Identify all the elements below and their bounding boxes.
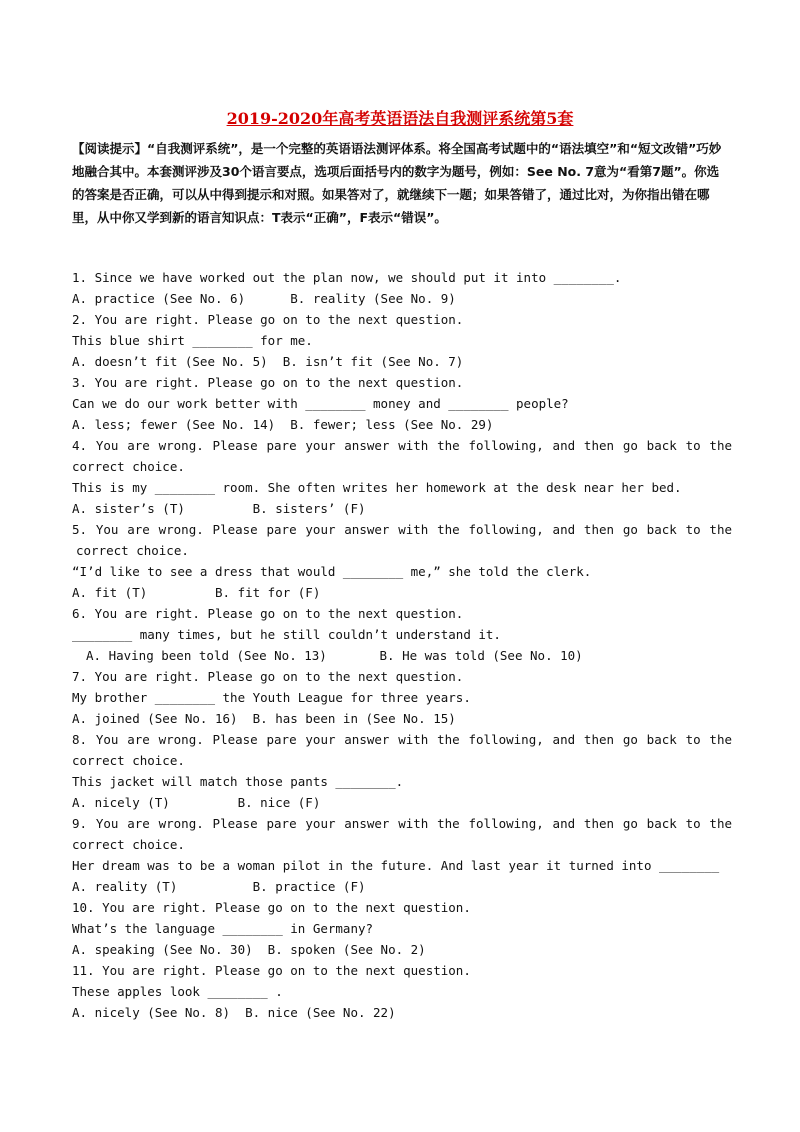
question-list [72, 267, 732, 1023]
sentence-line: ________ many times, but he still couldn’t understand it. [72, 627, 501, 642]
question-line: 7. You are right. Please go on to the next question. [72, 669, 464, 684]
sentence-line: Her dream was to be a woman pilot in the future. And last year it turned into ________ [72, 858, 720, 873]
option-line: A. reality (T) B. practice (F) [72, 879, 366, 894]
option-line: A. speaking (See No. 30) B. spoken (See No. 2) [72, 942, 426, 957]
question-line: 8. You are wrong. Please pare your answer with the following, and then go back to the [72, 732, 732, 747]
option-line: A. sister’s (T) B. sisters’ (F) [72, 501, 366, 516]
sentence-line: “I’d like to see a dress that would ________ me,” she told the clerk. [72, 564, 592, 579]
sentence-line: This jacket will match those pants ________. [72, 774, 404, 789]
question-line: 10. You are right. Please go on to the next question. [72, 900, 471, 915]
question-line-continued: correct choice. [72, 459, 185, 474]
question-line: 11. You are right. Please go on to the next question. [72, 963, 471, 978]
question-line: 2. You are right. Please go on to the next question. [72, 312, 464, 327]
option-line: A. Having been told (See No. 13) B. He was told (See No. 10) [86, 648, 583, 663]
option-line: A. doesn’t fit (See No. 5) B. isn’t fit (See No. 7) [72, 354, 464, 369]
option-line: A. fit (T) B. fit for (F) [72, 585, 321, 600]
question-line-continued: correct choice. [76, 543, 189, 558]
option-line: A. nicely (T) B. nice (F) [72, 795, 321, 810]
sentence-line: My brother ________ the Youth League for three years. [72, 690, 471, 705]
question-line: 9. You are wrong. Please pare your answer with the following, and then go back to the [72, 816, 732, 831]
sentence-line: What’s the language ________ in Germany? [72, 921, 374, 936]
question-line: 6. You are right. Please go on to the next question. [72, 606, 464, 621]
option-line: A. practice (See No. 6) B. reality (See No. 9) [72, 291, 456, 306]
option-line: A. less; fewer (See No. 14) B. fewer; less (See No. 29) [72, 417, 494, 432]
option-line: A. joined (See No. 16) B. has been in (See No. 15) [72, 711, 456, 726]
question-line: 3. You are right. Please go on to the next question. [72, 375, 464, 390]
question-line: 5. You are wrong. Please pare your answer with the following, and then go back to the [72, 522, 732, 537]
option-line: A. nicely (See No. 8) B. nice (See No. 22) [72, 1005, 396, 1020]
reading-tip-text: 【阅读提示】“自我测评系统”，是一个完整的英语语法测评体系。将全国高考试题中的“语法填空”和“短文改错”巧妙地融合其中。本套测评涉及30个语言要点，选项后面括号内的数字为题号，例如：See No. 7意为“看第7题”。你选的答案是否正确，可以从中得到提示和对照。如果答对了，就继续下一题；如果答错了，通过比对，为你指出错在哪里，从中你又学到新的语言知识点：T表示“正确”，F表示“错误”。 [72, 141, 722, 225]
question-line: 1. Since we have worked out the plan now, we should put it into ________. [72, 270, 622, 285]
question-line: 4. You are wrong. Please pare your answer with the following, and then go back to the [72, 438, 732, 453]
sentence-line: Can we do our work better with ________ money and ________ people? [72, 396, 569, 411]
question-line-continued: correct choice. [72, 753, 185, 768]
sentence-line: This is my ________ room. She often writes her homework at the desk near her bed. [72, 480, 682, 495]
sentence-line: These apples look ________ . [72, 984, 283, 999]
reading-tip-paragraph [72, 137, 728, 229]
question-line-continued: correct choice. [72, 837, 185, 852]
page-title: 2019-2020年高考英语语法自我测评系统第5套 [226, 109, 574, 128]
sentence-line: This blue shirt ________ for me. [72, 333, 313, 348]
